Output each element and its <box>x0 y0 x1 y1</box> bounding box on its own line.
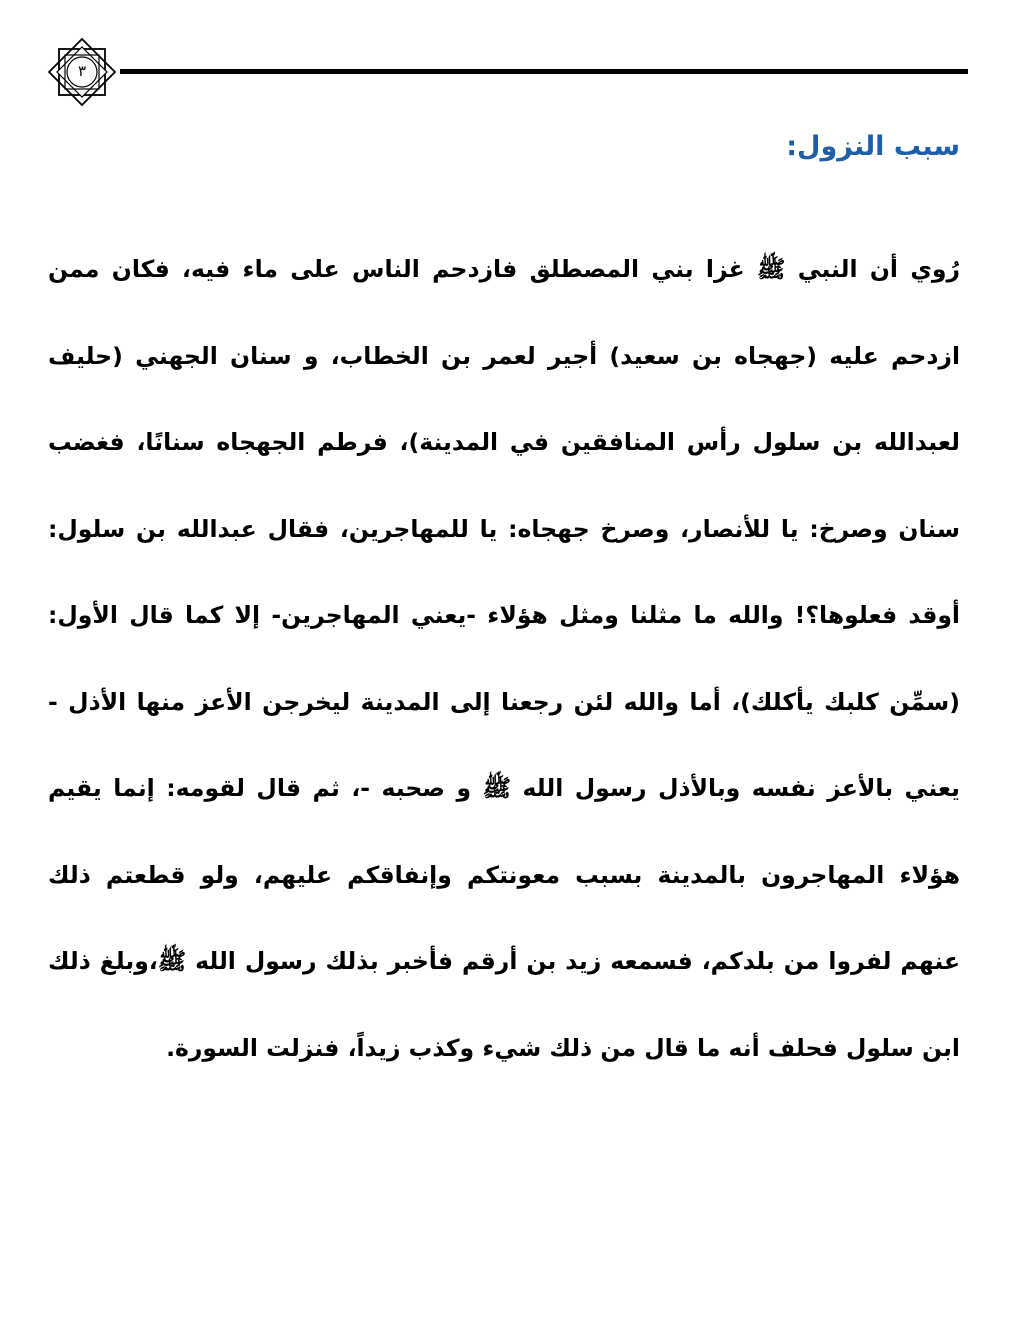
page-number-badge <box>47 37 117 107</box>
header-rule <box>120 69 968 74</box>
body-paragraph: رُوي أن النبي ﷺ غزا بني المصطلق فازدحم الناس على ماء فيه، فكان ممن ازدحم عليه (جهجاه بن سعيد) أجير لعمر بن الخطاب، و سنان الجهني (حليف لعبدالله بن سلول رأس المنافقين في المدينة)، فرطم الجهجاه سنانًا، فغضب سنان وصرخ: يا للأنصار، وصرخ جهجاه: يا للمهاجرين، فقال عبدالله بن سلول: أوقد فعلوها؟! والله ما مثلنا ومثل هؤلاء -يعني المهاجرين- إلا كما قال الأول: (سمِّن كلبك يأكلك)، أما والله لئن رجعنا إلى المدينة ليخرجن الأعز منها الأذل - يعني بالأعز نفسه وبالأذل رسول الله ﷺ و صحبه -، ثم قال لقومه: إنما يقيم هؤلاء المهاجرون بالمدينة بسبب معونتكم وإنفاقكم عليهم، ولو قطعتم ذلك عنهم لفروا من بلدكم، فسمعه زيد بن أرقم فأخبر بذلك رسول الله ﷺ،وبلغ ذلك ابن سلول فحلف أنه ما قال من ذلك شيء وكذب زيداً، فنزلت السورة. <box>48 255 960 1062</box>
section-title: سبب النزول: <box>786 131 960 162</box>
page-number: ٣ <box>77 62 87 80</box>
page-header <box>0 0 1020 140</box>
